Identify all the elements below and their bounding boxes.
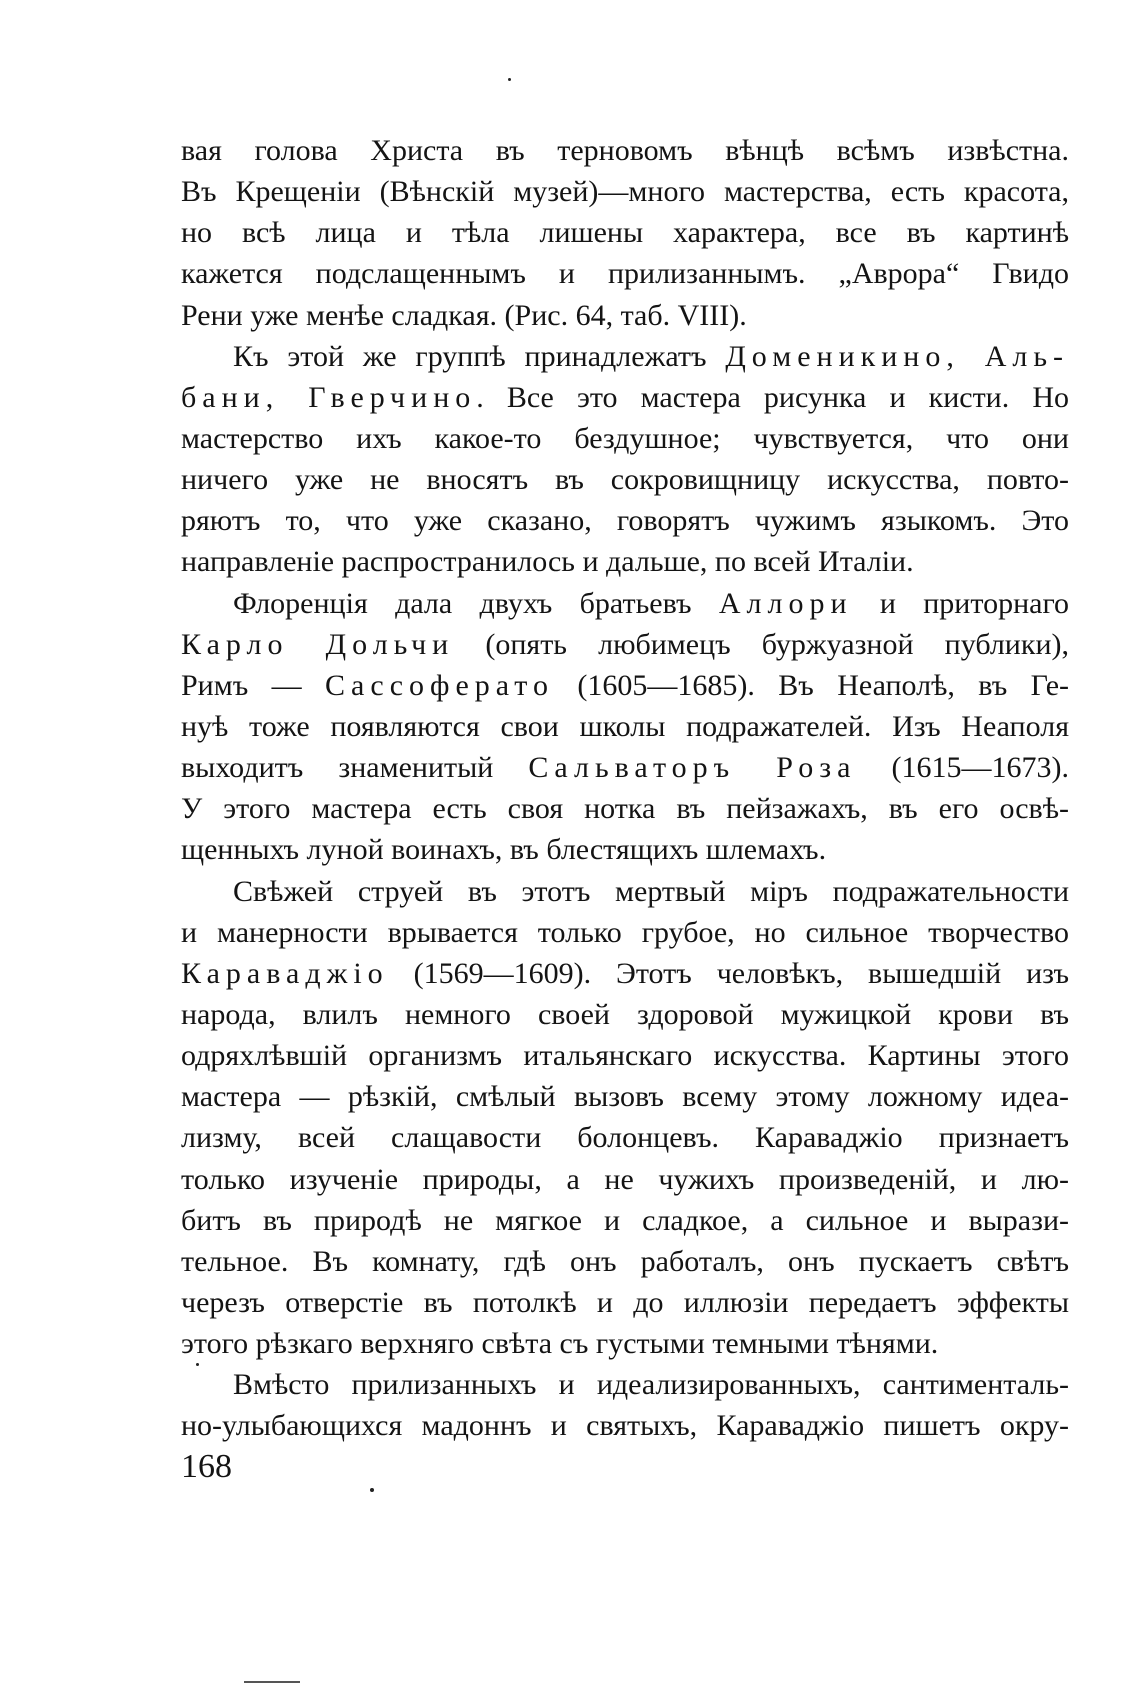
text-line: Вмѣсто прилизанныхъ и идеализированныхъ, сантименталь- <box>233 1368 1069 1402</box>
artist-name: Аллори <box>718 586 853 620</box>
text-line: народа, влилъ немного своей здоровой мужицкой крови въ <box>181 997 1069 1031</box>
artist-name: Караваджіо <box>181 956 389 990</box>
text-line: Рени уже менѣе сладкая. (Рис. 64, таб. VIII). <box>181 298 747 332</box>
text-segment: выходитъ знаменитый <box>181 751 529 785</box>
text-line: ничего уже не вносятъ въ сокровищницу искусства, повто- <box>181 463 1069 497</box>
text-line: мастера — рѣзкій, смѣлый вызовъ всему этому ложному идеа- <box>181 1080 1069 1114</box>
print-speck <box>196 1363 199 1366</box>
print-speck <box>370 1488 374 1492</box>
text-line: У этого мастера есть своя нотка въ пейзажахъ, въ его освѣ- <box>181 792 1069 826</box>
text-segment: (1615—1673). <box>856 751 1069 785</box>
text-line <box>181 747 1069 788</box>
text-line <box>181 583 1069 624</box>
text-line <box>181 336 1069 377</box>
text-segment: (1569—1609). Этотъ человѣкъ, вышедшій изъ <box>388 956 1069 990</box>
print-smudge <box>244 1681 300 1683</box>
text-segment: и приторнаго <box>852 586 1069 620</box>
text-line: щенныхъ луной воинахъ, въ блестящихъ шлемахъ. <box>181 833 827 867</box>
text-segment: Римъ — <box>181 668 326 702</box>
text-line: одряхлѣвшій организмъ итальянскаго искусства. Картины этого <box>181 1039 1069 1073</box>
text-line: тельное. Въ комнату, гдѣ онъ работалъ, онъ пускаетъ свѣтъ <box>181 1244 1069 1278</box>
text-line: но-улыбающихся мадоннъ и святыхъ, Караваджіо пишетъ окру- <box>181 1409 1069 1443</box>
artist-name: Сальваторъ Роза <box>528 751 857 785</box>
text-line: мастерство ихъ какое-то бездушное; чувствуется, что они <box>181 421 1069 455</box>
text-line: и манерности врывается только грубое, но сильное творчество <box>181 915 1069 949</box>
page-number: 168 <box>181 1448 232 1485</box>
print-speck <box>508 78 511 81</box>
body-text <box>181 130 1069 1447</box>
text-segment: Флоренція дала двухъ братьевъ <box>233 586 719 620</box>
text-line <box>181 377 1069 418</box>
text-line: только изученіе природы, а не чужихъ произведеній, и лю- <box>181 1162 1069 1196</box>
text-line <box>181 953 1069 994</box>
artist-name: Карло Дольчи <box>181 627 455 661</box>
text-line <box>181 624 1069 665</box>
text-line <box>181 665 1069 706</box>
text-segment: (опять любимецъ буржуазной публики), <box>454 627 1069 661</box>
text-line: кажется подслащеннымъ и прилизаннымъ. „Аврора“ Гвидо <box>181 257 1069 291</box>
text-line: ряютъ то, что уже сказано, говорятъ чужимъ языкомъ. Это <box>181 504 1069 538</box>
text-line: Свѣжей струей въ этотъ мертвый міръ подражательности <box>233 874 1069 908</box>
text-line: черезъ отверстіе въ потолкѣ и до иллюзіи передаетъ эффекты <box>181 1285 1069 1319</box>
text-segment: Къ этой же группѣ принадлежатъ <box>233 339 726 373</box>
artist-name: Доменикино, Аль- <box>725 339 1069 373</box>
text-line: нуѣ тоже появляются свои школы подражателей. Изъ Неаполя <box>181 709 1069 743</box>
text-line: этого рѣзкаго верхняго свѣта съ густыми темными тѣнями. <box>181 1327 939 1361</box>
text-line: направленіе распространилось и дальше, по всей Италіи. <box>181 545 914 579</box>
text-segment: . Все это мастера рисунка и кисти. Но <box>476 380 1069 414</box>
text-line: лизму, всей слащавости болонцевъ. Караваджіо признаетъ <box>181 1121 1069 1155</box>
text-line: битъ въ природѣ не мягкое и сладкое, а сильное и вырази- <box>181 1203 1069 1237</box>
artist-name: бани, Гверчино <box>181 380 477 414</box>
text-line: но всѣ лица и тѣла лишены характера, все въ картинѣ <box>181 216 1069 250</box>
text-segment: (1605—1685). Въ Неаполѣ, въ Ге- <box>554 668 1069 702</box>
text-line: Въ Крещеніи (Вѣнскій музей)—много мастерства, есть красота, <box>181 175 1069 209</box>
text-line: вая голова Христа въ терновомъ вѣнцѣ всѣмъ извѣстна. <box>181 134 1069 167</box>
artist-name: Сассоферато <box>325 668 555 702</box>
